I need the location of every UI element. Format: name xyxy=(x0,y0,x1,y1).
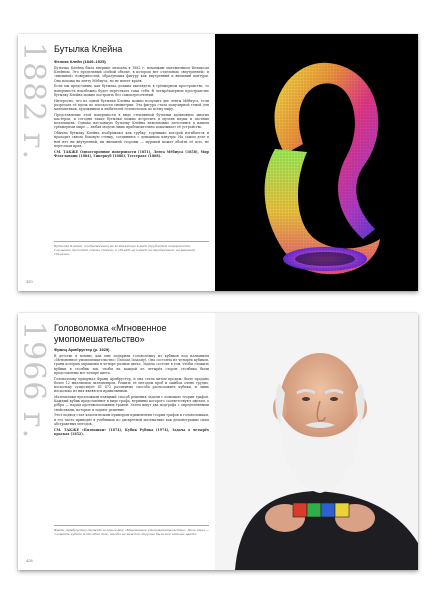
bearded-man-illustration xyxy=(215,313,418,570)
book-spread-klein xyxy=(18,34,418,291)
klein-bottle-image xyxy=(215,34,418,291)
body-text xyxy=(54,354,209,438)
divider xyxy=(54,241,209,242)
see-also: СМ. ТАКЖЕ Односторонние поверхности (1851), Лента Мёбиуса (1858), Мир Флатландии (1884), Гиперкуб (1888), Тессеракт (1888). xyxy=(54,149,209,158)
page-title: Бутылка Клейна xyxy=(54,44,123,54)
page-number: 320 xyxy=(26,279,33,284)
text-page xyxy=(18,34,215,291)
page-number: 426 xyxy=(26,558,33,563)
paragraph: Интересно, что из одной бутылки Клейна можно получить две ленты Мёбиуса, если разрезать её вдоль по плоскости симметрии. Эта фигура стала популярной темой для математиков, художников и любителей головоломок по всему миру. xyxy=(54,98,209,112)
body-text xyxy=(54,66,209,160)
divider xyxy=(54,525,209,526)
year-label: 1882 г. xyxy=(16,42,51,161)
klein-bottle-illustration xyxy=(215,34,418,291)
image-page xyxy=(215,313,418,570)
year-label: 1966 г. xyxy=(16,321,51,440)
figure-caption: Франц Армбрустер держит головоломку «Мгновенное умопомешательство». Цель игры — сложить кубики в столбик так, чтобы на каждой стороне были все четыре цвета. xyxy=(54,528,209,536)
author-line: Феликс Клейн (1849–1925) xyxy=(54,59,106,64)
paragraph: Если мы представим, как бутылка должна выглядеть в трёхмерном пространстве, то поверхность неизбежно будет пересекать сама себя. В четырёхмерном пространстве бутылку Клейна можно построить без самопересечений. xyxy=(54,84,209,97)
see-also: СМ. ТАКЖЕ «Пятнашки» (1874), Кубик Рубика (1974), Задача о четырёх красках (1852). xyxy=(54,427,209,436)
page-title: Головоломка «Мгновенное умопомешательство» xyxy=(54,323,167,344)
paragraph: В детстве я помню, как мне подарили головоломку из кубиков под названием «Мгновенное умопомешательство» (Instant Insanity). Она состояла из четырёх кубиков, грани которых окрашены в четыре разных цвета. Задача состоит в том, чтобы сложить кубики в столбик так, чтобы на каждой из четырёх сторон столбика были представлены все четыре цвета. xyxy=(54,354,209,375)
author-line: Франц Армбрустер (р. 1929) xyxy=(54,347,110,352)
portrait-photo xyxy=(215,313,418,570)
paragraph: Головоломку придумал Франц Армбрустер, и она стала хитом продаж: было продано более 12 миллионов экземпляров. Решить её методом проб и ошибок очень трудно, поскольку существует 41 472 различных способа расположить кубики, и лишь несколько из них являются правильными. xyxy=(54,376,209,394)
text-page xyxy=(18,313,215,570)
figure-caption: Бутылка Клейна, изображённая на компьютере в виде трубчатой поверхности. Горлышко проходит сквозь стенку, и объект не имеет ни внутренней, ни внешней стороны. xyxy=(54,244,196,256)
paragraph: Математики предложили изящный способ решения задачи с помощью теории графов. Каждый кубик представляют в виде графа, вершины которого соответствуют цветам, а рёбра — парам противоположных граней. Затем ищут два подграфа с определёнными свойствами, которые и задают решение. xyxy=(54,395,209,412)
paragraph: Этот подход стал классическим примером применения теории графов к головоломкам, и его часто приводят в учебниках по дискретной математике как демонстрацию силы абстрактных методов. xyxy=(54,413,209,426)
book-spread-instant-insanity xyxy=(18,313,418,570)
paragraph: Бутылка Клейна была впервые описана в 1882 г. немецким математиком Феликсом Клейном. Это предельный особый объект, в котором нет отдельных «внутренней» и «внешней» поверхностей, образующих фигуру как внутренний и внешний контуры. Она похожа на ленту Мёбиуса, но не имеет краёв. xyxy=(54,66,209,83)
paragraph: Обычно бутылку Клейна изображают как трубку, горлышко которой изгибается и проходит сквозь боковую стенку, соединяясь с донышком изнутри. На самом деле в ней нет ни внутренней, ни внешней стороны — муравей может обойти её всю, не пересекая края. xyxy=(54,131,209,148)
paragraph: Представление этой поверхности в виде стеклянной бутылки вдохновило многих мастеров, и сегодня такие бутылки можно встретить в музеях науки и частных коллекциях. Однако настоящую бутылку Клейна невозможно изготовить в нашем трёхмерном мире — любая модель лишь приблизительно показывает её устройство. xyxy=(54,112,209,130)
image-page xyxy=(215,34,418,291)
